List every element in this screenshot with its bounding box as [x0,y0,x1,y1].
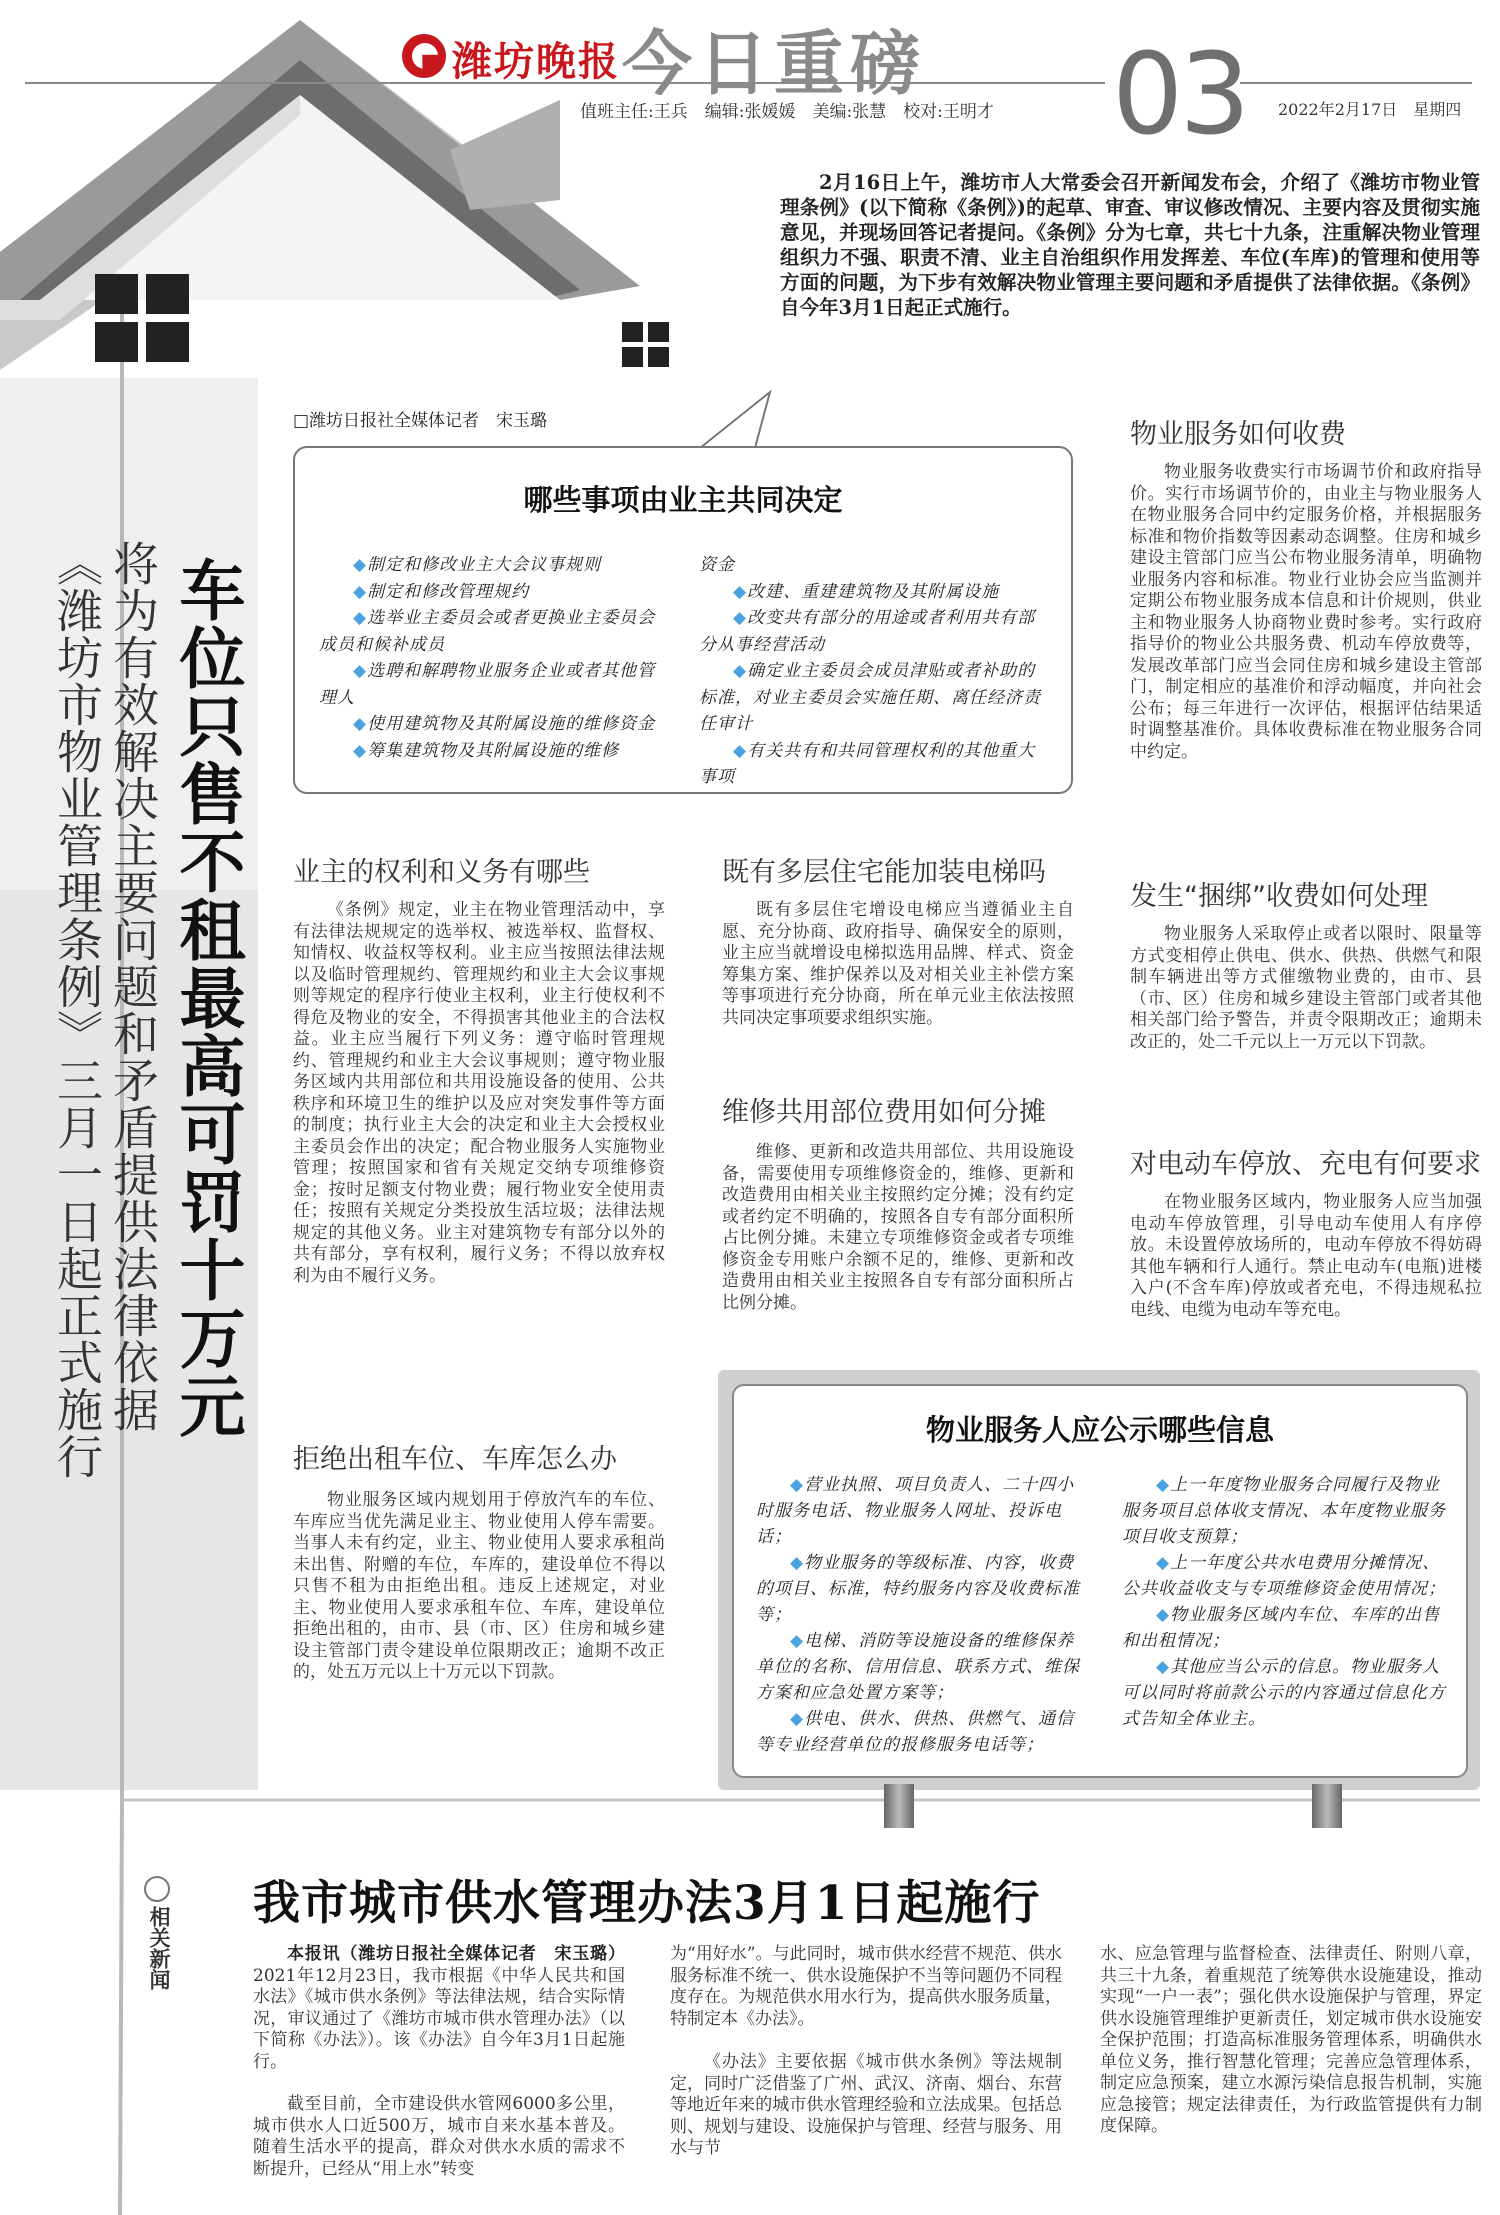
headline-sub-1: 将为有效解决主要问题和矛盾提供法律依据 [106,540,160,1433]
masthead-rule-right [1240,82,1472,84]
paper-logo-icon [402,34,446,78]
article-elevator-title: 既有多层住宅能加装电梯吗 [722,857,1046,888]
list-item: ◆有关共有和共同管理权利的其他重大事项 [699,740,1036,787]
page-number: 03 [1112,30,1247,160]
list-item: ◆上一年度物业服务合同履行及物业服务项目总体收支情况、本年度物业服务项目收支预算； [1122,1475,1446,1547]
article-fees-body: 物业服务收费实行市场调节价和政府指导价。实行市场调节价的，由业主与物业服务人在物业服务合同中约定服务价格，并根据服务标准和物价指数等因素动态调整。住房和城乡建设主管部门应当公布物业服务清单，明确物业服务内容和标准。物业行业协会应当监测并定期公布物业服务成本信息和计价规则，供业主和物业服务人协商物业费时参考。实行政府指导价的物业公共服务费、机动车停放费等，发展改革部门应当会同住房和城乡建设主管部门，制定相应的基准价和浮动幅度，并向社会公布；每三年进行一次评估，根据评估结果适时调整基准价。具体收费标准在物业服务合同中约定。 [1130,462,1482,762]
board-leg-left [884,1784,914,1828]
list-item: ◆改建、重建建筑物及其附属设施 [733,581,1000,602]
article-rights-body: 《条例》规定，业主在物业管理活动中，享有法律法规规定的选举权、被选举权、监督权、知情权、收益权等权利。业主应当按照法律法规以及临时管理规约、管理规约和业主大会议事规则等规定的程序行使业主权利，业主行使权利不得危及物业的安全，不得损害其他业主的合法权益。业主应当履行下列义务：遵守临时管理规约、管理规约和业主大会议事规则；遵守物业服务区域内共用部位和共用设施设备的使用、公共秩序和环境卫生的维护以及应对突发事件等方面的制度；执行业主大会的决定和业主大会授权业主委员会作出的决定；配合物业服务人实施物业管理；按照国家和省有关规定交纳专项维修资金；按时足额支付物业费；履行物业安全使用责任；按照有关规定分类投放生活垃圾；法律法规规定的其他义务。业主对建筑物专有部分以外的共有部分，享有权利，履行义务；不得以放弃权利为由不履行义务。 [293,900,665,1286]
article-repair-body: 维修、更新和改造共用部位、共用设施设备，需要使用专项维修资金的，维修、更新和改造费用由相关业主按照约定分摊；没有约定或者约定不明确的，按照各自专有部分面积所占比例分摊。未建立专项维修资金或者专项维修资金专用账户余额不足的，维修、更新和改造费用由相关业主按照各自专有部分面积所占比例分摊。 [722,1142,1074,1313]
article-fees-title: 物业服务如何收费 [1130,419,1346,450]
disclosure-col-2 [1122,1472,1448,1732]
list-item: ◆制定和修改管理规约 [353,581,530,602]
article-parking-title: 拒绝出租车位、车库怎么办 [293,1444,617,1475]
board-leg-right [1312,1784,1342,1828]
list-item: ◆制定和修改业主大会议事规则 [353,555,602,575]
window-right [622,322,669,367]
list-item: ◆选举业主委员会或者更换业主委员会成员和候补成员 [319,608,656,655]
list-item: ◆供电、供水、供热、供燃气、通信等专业经营单位的报修服务电话等； [756,1709,1075,1755]
section-title: 今日重磅 [622,22,926,105]
owner-decisions-box [293,446,1073,794]
headline-main: 车位只售不租最高可罚十万元 [168,556,246,1440]
article-repair-title: 维修共用部位费用如何分摊 [722,1097,1046,1128]
list-item: ◆筹集建筑物及其附属设施的维修 [353,740,620,761]
list-item: ◆上一年度公共水电费用分摊情况、公共收益收支与专项维修资金使用情况； [1122,1553,1446,1599]
staff-line: 值班主任:王兵 编辑:张媛媛 美编:张慧 校对:王明才 [580,102,994,122]
related-news-lead: 本报讯（潍坊日报社全媒体记者 宋玉璐） [287,1944,625,1964]
intro-paragraph: 2月16日上午，潍坊市人大常委会召开新闻发布会，介绍了《潍坊市物业管理条例》(以下简称《条例》)的起草、审查、审议修改情况、主要内容及贯彻实施意见，并现场回答记者提问。《条例》分为七章，共七十九条，注重解决物业管理组织力不强、职责不清、业主自治组织作用发挥差、车位(车库)的管理和使用等方面的问题，为下步有效解决物业管理主要问题和矛盾提供了法律依据。《条例》自今年3月1日起正式施行。 [780,171,1480,319]
owner-decisions-title: 哪些事项由业主共同决定 [523,483,843,517]
article-rights-title: 业主的权利和义务有哪些 [293,857,590,888]
article-bundle-body: 物业服务人采取停止或者以限时、限量等方式变相停止供电、供水、供热、供燃气和限制车辆进出等方式催缴物业费的，由市、县（市、区）住房和城乡建设主管部门或者其他相关部门给予警告，并责令限期改正；逾期未改正的，处二千元以上一万元以下罚款。 [1130,924,1482,1052]
article-parking-body: 物业服务区域内规划用于停放汽车的车位、车库应当优先满足业主、物业使用人停车需要。当事人未有约定，业主、物业使用人要求承租尚未出售、附赠的车位，车库的，建设单位不得以只售不租为由拒绝出租。违反上述规定，对业主、物业使用人要求承租车位、车库，建设单位拒绝出租的，由市、县（市、区）住房和城乡建设主管部门责令建设单位限期改正；逾期不改正的，处五万元以上十万元以下罚款。 [293,1490,665,1682]
owner-decisions-col-2 [699,552,1049,791]
related-news-title: 我市城市供水管理办法3月1日起施行 [253,1876,1041,1931]
owner-decisions-col-1 [319,552,669,764]
list-item: ◆改变共有部分的用途或者利用共有部分从事经营活动 [699,608,1036,655]
list-item: ◆营业执照、项目负责人、二十四小时服务电话、物业服务人网址、投诉电话； [756,1475,1075,1547]
list-item: ◆确定业主委员会成员津贴或者补助的标准，对业主委员会实施任期、离任经济责任审计 [699,661,1041,734]
list-item: ◆物业服务区域内车位、车库的出售和出租情况； [1122,1605,1441,1651]
list-item: ◆其他应当公示的信息。物业服务人可以同时将前款公示的内容通过信息化方式告知全体业主。 [1122,1657,1446,1729]
related-news-bullet-icon [144,1876,170,1902]
disclosure-title: 物业服务人应公示哪些信息 [925,1413,1274,1447]
article-bundle-title: 发生“捆绑”收费如何处理 [1130,881,1428,912]
article-ebike-title: 对电动车停放、充电有何要求 [1130,1149,1481,1180]
related-news-col-1: 本报讯（潍坊日报社全媒体记者 宋玉璐）2021年12月23日，我市根据《中华人民共和国水法》《城市供水条例》等法律法规，结合实际情况，审议通过了《潍坊市城市供水管理办法》（以下简称《办法》）。该《办法》自今年3月1日起施行。 [253,1944,625,2072]
article-ebike-body: 在物业服务区域内，物业服务人应当加强电动车停放管理，引导电动车使用人有序停放。未设置停放场所的，电动车停放不得妨碍其他车辆和行人通行。禁止电动车(电瓶)进楼入户(不含车库)停放或者充电，不得违规私拉电线、电缆为电动车等充电。 [1130,1192,1482,1320]
related-news-tag: 相关新闻 [147,1906,172,1990]
related-news-col-2: 为“用好水”。与此同时，城市供水经营不规范、供水服务标准不统一、供水设施保护不当等问题仍不同程度存在。为规范供水用水行为，提高供水服务质量，特制定本《办法》。 [670,1944,1062,2029]
disclosure-col-1 [756,1472,1086,1758]
related-news-col-2b: 《办法》主要依据《城市供水条例》等法规制定，同时广泛借鉴了广州、武汉、济南、烟台、东营等地近年来的城市供水管理经验和立法成果。包括总则、规划与建设、设施保护与管理、经营与服务、用水与节 [670,2052,1062,2158]
list-item: ◆选聘和解聘物业服务企业或者其他管理人 [319,661,656,708]
related-news-col-3: 水、应急管理与监督检查、法律责任、附则八章，共三十九条，着重规范了统筹供水设施建设，推动实现“一户一表”；强化供水设施保护与管理，界定供水设施管理维护更新责任，划定城市供水设施安全保护范围；打造高标准服务管理体系，明确供水单位义务，推行智慧化管理；完善应急管理体系，制定应急预案，建立水源污染信息报告机制，实施应急接管；规定法律责任，为行政监管提供有力制度保障。 [1100,1944,1482,2136]
related-news-col-1b: 截至目前，全市建设供水管网6000多公里，城市供水人口近500万，城市自来水基本普及。随着生活水平的提高，群众对供水水质的需求不断提升，已经从“用上水”转变 [253,2094,625,2179]
article-elevator-body: 既有多层住宅增设电梯应当遵循业主自愿、充分协商、政府指导、确保安全的原则，业主应当就增设电梯拟选用品牌、样式、资金筹集方案、维护保养以及对相关业主补偿方案等事项进行充分协商，所在单元业主依法按照共同决定事项要求组织实施。 [722,900,1074,1028]
issue-date: 2022年2月17日 星期四 [1278,100,1462,119]
headline-sub-2: 《潍坊市物业管理条例》三月一日起正式施行 [50,540,104,1480]
paper-name: 潍坊晚报 [452,38,620,85]
list-item: ◆电梯、消防等设施设备的维修保养单位的名称、信用信息、联系方式、维保方案和应急处置方案等； [756,1631,1080,1703]
list-item: ◆使用建筑物及其附属设施的维修资金 [353,714,656,734]
disclosure-box [732,1384,1468,1778]
list-item: ◆物业服务的等级标准、内容，收费的项目、标准，特约服务内容及收费标准等； [756,1553,1080,1625]
list-item-continued: 资金 [699,555,735,575]
byline: □潍坊日报社全媒体记者 宋玉璐 [293,411,548,431]
